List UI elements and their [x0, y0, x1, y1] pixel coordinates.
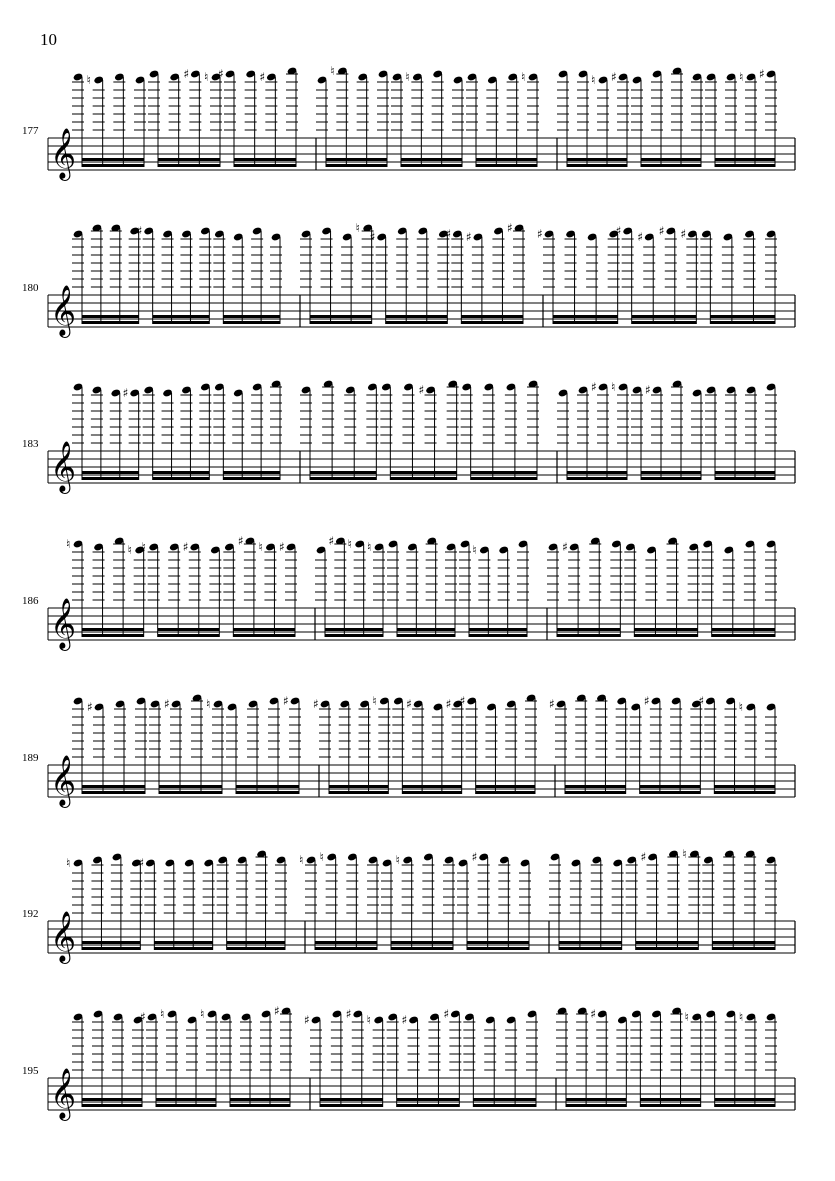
beam	[325, 634, 383, 637]
beam	[712, 634, 775, 637]
sharp-accidental: ♯	[183, 67, 190, 81]
sharp-accidental: ♯	[537, 227, 543, 241]
beam	[329, 785, 388, 788]
beam	[82, 315, 139, 318]
measure-number: 186	[22, 595, 39, 607]
natural-accidental: ♮	[258, 540, 263, 554]
sharp-accidental: ♯	[313, 697, 319, 711]
beam	[712, 941, 775, 944]
sharp-accidental: ♯	[759, 67, 765, 81]
natural-accidental: ♮	[372, 694, 377, 708]
beam	[640, 785, 701, 788]
beam	[715, 471, 775, 474]
beam	[634, 634, 697, 637]
beam	[566, 1104, 626, 1107]
measure-number: 183	[22, 438, 39, 450]
beam	[641, 477, 701, 480]
natural-accidental: ♮	[160, 1007, 165, 1021]
natural-accidental: ♮	[682, 847, 687, 861]
beam	[557, 628, 620, 631]
natural-accidental: ♮	[739, 70, 744, 84]
beam	[391, 947, 453, 950]
beam	[640, 1104, 700, 1107]
beam	[82, 158, 144, 161]
beam	[565, 791, 626, 794]
sharp-accidental: ♯	[698, 694, 705, 708]
natural-accidental: ♮	[366, 1013, 371, 1027]
treble-clef: 𝄞	[50, 285, 77, 336]
natural-accidental: ♮	[347, 537, 352, 551]
beam	[715, 1098, 775, 1101]
beam	[461, 321, 523, 324]
beam	[632, 315, 697, 318]
beam	[223, 321, 280, 324]
sharp-accidental: ♯	[611, 70, 617, 84]
sharp-accidental: ♯	[283, 694, 289, 708]
beam	[158, 158, 220, 161]
beam	[154, 947, 212, 950]
beam	[82, 164, 144, 167]
sharp-accidental: ♯	[680, 227, 687, 241]
sharp-accidental: ♯	[401, 1013, 408, 1027]
beam	[715, 164, 775, 167]
beam	[567, 158, 627, 161]
beam	[391, 941, 453, 944]
beam	[153, 321, 210, 324]
natural-accidental: ♮	[472, 543, 477, 557]
beam	[390, 471, 456, 474]
natural-accidental: ♮	[204, 70, 209, 84]
natural-accidental: ♮	[611, 380, 616, 394]
beam	[310, 321, 372, 324]
sharp-accidental: ♯	[369, 230, 376, 244]
sharp-accidental: ♯	[643, 694, 650, 708]
treble-clef: 𝄞	[50, 1068, 77, 1119]
beam	[310, 477, 376, 480]
beam	[325, 628, 383, 631]
beam	[320, 1098, 383, 1101]
beam	[326, 158, 387, 161]
beam	[397, 1104, 460, 1107]
natural-accidental: ♮	[395, 853, 400, 867]
sharp-accidental: ♯	[136, 224, 143, 238]
beam	[153, 471, 210, 474]
beam	[640, 791, 701, 794]
beam	[233, 628, 295, 631]
beam	[634, 628, 697, 631]
beam	[390, 477, 456, 480]
beam	[641, 164, 701, 167]
beam	[315, 941, 377, 944]
beam	[82, 941, 140, 944]
sharp-accidental: ♯	[465, 230, 472, 244]
beam	[469, 634, 527, 637]
beam	[154, 941, 212, 944]
measure-number: 180	[22, 282, 39, 294]
beam	[82, 1098, 142, 1101]
sharp-accidental: ♯	[445, 227, 452, 241]
natural-accidental: ♮	[127, 543, 132, 557]
beam	[82, 321, 139, 324]
sharp-accidental: ♯	[645, 383, 651, 397]
sharp-accidental: ♯	[345, 1007, 352, 1021]
beam	[82, 785, 145, 788]
beam	[82, 947, 140, 950]
beam	[233, 634, 295, 637]
sharp-accidental: ♯	[637, 230, 644, 244]
beam	[402, 785, 461, 788]
sharp-accidental: ♯	[445, 697, 452, 711]
beam	[82, 634, 144, 637]
sharp-accidental: ♯	[140, 1010, 146, 1024]
beam	[641, 158, 701, 161]
beam	[386, 315, 448, 318]
sharp-accidental: ♯	[87, 700, 93, 714]
sharp-accidental: ♯	[418, 383, 425, 397]
beam	[397, 634, 455, 637]
sharp-accidental: ♯	[218, 67, 224, 81]
beam	[82, 471, 139, 474]
beam	[158, 634, 220, 637]
natural-accidental: ♮	[330, 64, 335, 78]
natural-accidental: ♮	[355, 221, 360, 235]
beam	[159, 785, 222, 788]
natural-accidental: ♮	[299, 853, 304, 867]
beam	[469, 628, 527, 631]
beam	[553, 315, 618, 318]
sharp-accidental: ♯	[328, 534, 335, 548]
beam	[641, 471, 701, 474]
beam	[553, 321, 618, 324]
treble-clef: 𝄞	[50, 441, 77, 492]
page-number: 10	[40, 30, 57, 49]
beam	[401, 164, 462, 167]
beam	[476, 164, 537, 167]
beam	[156, 1104, 216, 1107]
beam	[315, 947, 377, 950]
beam	[565, 785, 626, 788]
natural-accidental: ♮	[738, 700, 744, 714]
beam	[467, 941, 529, 944]
natural-accidental: ♮	[738, 1010, 744, 1024]
beam	[567, 164, 627, 167]
natural-accidental: ♮	[405, 70, 410, 84]
beam	[230, 1104, 290, 1107]
beam	[223, 315, 280, 318]
beam	[320, 1104, 383, 1107]
beam	[473, 1104, 536, 1107]
sharp-accidental: ♯	[279, 540, 285, 554]
sharp-accidental: ♯	[549, 697, 555, 711]
beam	[82, 628, 144, 631]
natural-accidental: ♮	[86, 73, 91, 87]
sharp-accidental: ♯	[615, 224, 622, 238]
beam	[476, 158, 537, 161]
beam	[82, 1104, 142, 1107]
sharp-accidental: ♯	[562, 540, 568, 554]
natural-accidental: ♮	[367, 540, 372, 554]
beam	[227, 941, 285, 944]
natural-accidental: ♮	[684, 1010, 689, 1024]
measure-number: 177	[22, 125, 39, 137]
beam	[710, 321, 775, 324]
beam	[236, 785, 299, 788]
beam	[153, 477, 210, 480]
beam	[158, 628, 220, 631]
beam	[467, 947, 529, 950]
sharp-accidental: ♯	[274, 1004, 280, 1018]
beam	[156, 1098, 216, 1101]
beam	[567, 471, 627, 474]
beam	[461, 315, 523, 318]
treble-clef: 𝄞	[50, 755, 77, 806]
sharp-accidental: ♯	[591, 380, 597, 394]
beam	[636, 941, 699, 944]
sharp-accidental: ♯	[443, 1007, 450, 1021]
natural-accidental: ♮	[206, 697, 211, 711]
beam	[559, 941, 622, 944]
beam	[471, 477, 537, 480]
beam	[310, 315, 372, 318]
beam	[476, 785, 535, 788]
beam	[559, 947, 622, 950]
beam	[471, 471, 537, 474]
sharp-accidental: ♯	[122, 386, 129, 400]
beam	[402, 791, 461, 794]
beam	[397, 628, 455, 631]
sharp-accidental: ♯	[304, 1013, 310, 1027]
beam	[386, 321, 448, 324]
sharp-accidental: ♯	[237, 534, 244, 548]
beam	[476, 791, 535, 794]
beam	[715, 477, 775, 480]
beam	[397, 1098, 460, 1101]
beam	[712, 947, 775, 950]
beam	[557, 634, 620, 637]
sharp-accidental: ♯	[471, 850, 478, 864]
beam	[715, 158, 775, 161]
beam	[632, 321, 697, 324]
beam	[401, 158, 462, 161]
sharp-accidental: ♯	[459, 694, 466, 708]
natural-accidental: ♮	[200, 1007, 205, 1021]
sharp-accidental: ♯	[507, 221, 513, 235]
beam	[636, 947, 699, 950]
beam	[567, 477, 627, 480]
beam	[566, 1098, 626, 1101]
beam	[234, 164, 296, 167]
beam	[715, 1104, 775, 1107]
measure-number: 195	[22, 1065, 39, 1077]
beam	[158, 164, 220, 167]
treble-clef: 𝄞	[50, 128, 77, 179]
beam	[710, 315, 775, 318]
measure-number: 189	[22, 752, 39, 764]
sharp-accidental: ♯	[658, 224, 665, 238]
beam	[227, 947, 285, 950]
sharp-accidental: ♯	[640, 850, 647, 864]
beam	[714, 785, 775, 788]
beam	[82, 477, 139, 480]
sharp-accidental: ♯	[590, 1007, 597, 1021]
beam	[310, 471, 376, 474]
sharp-accidental: ♯	[164, 697, 170, 711]
beam	[712, 628, 775, 631]
beam	[223, 471, 280, 474]
sharp-accidental: ♯	[406, 697, 412, 711]
beam	[234, 158, 296, 161]
beam	[329, 791, 388, 794]
natural-accidental: ♮	[66, 537, 71, 551]
beam	[714, 791, 775, 794]
beam	[473, 1098, 536, 1101]
treble-clef: 𝄞	[50, 911, 77, 962]
beam	[153, 315, 210, 318]
beam	[159, 791, 222, 794]
natural-accidental: ♮	[141, 540, 146, 554]
sharp-accidental: ♯	[259, 70, 266, 84]
beam	[326, 164, 387, 167]
natural-accidental: ♮	[591, 73, 596, 87]
sharp-accidental: ♯	[138, 856, 145, 870]
measure-number: 192	[22, 908, 39, 920]
natural-accidental: ♮	[319, 850, 324, 864]
treble-clef: 𝄞	[50, 598, 77, 649]
sharp-accidental: ♯	[182, 540, 189, 554]
beam	[236, 791, 299, 794]
beam	[640, 1098, 700, 1101]
natural-accidental: ♮	[66, 856, 71, 870]
beam	[223, 477, 280, 480]
natural-accidental: ♮	[521, 70, 526, 84]
beam	[230, 1098, 290, 1101]
beam	[82, 791, 145, 794]
